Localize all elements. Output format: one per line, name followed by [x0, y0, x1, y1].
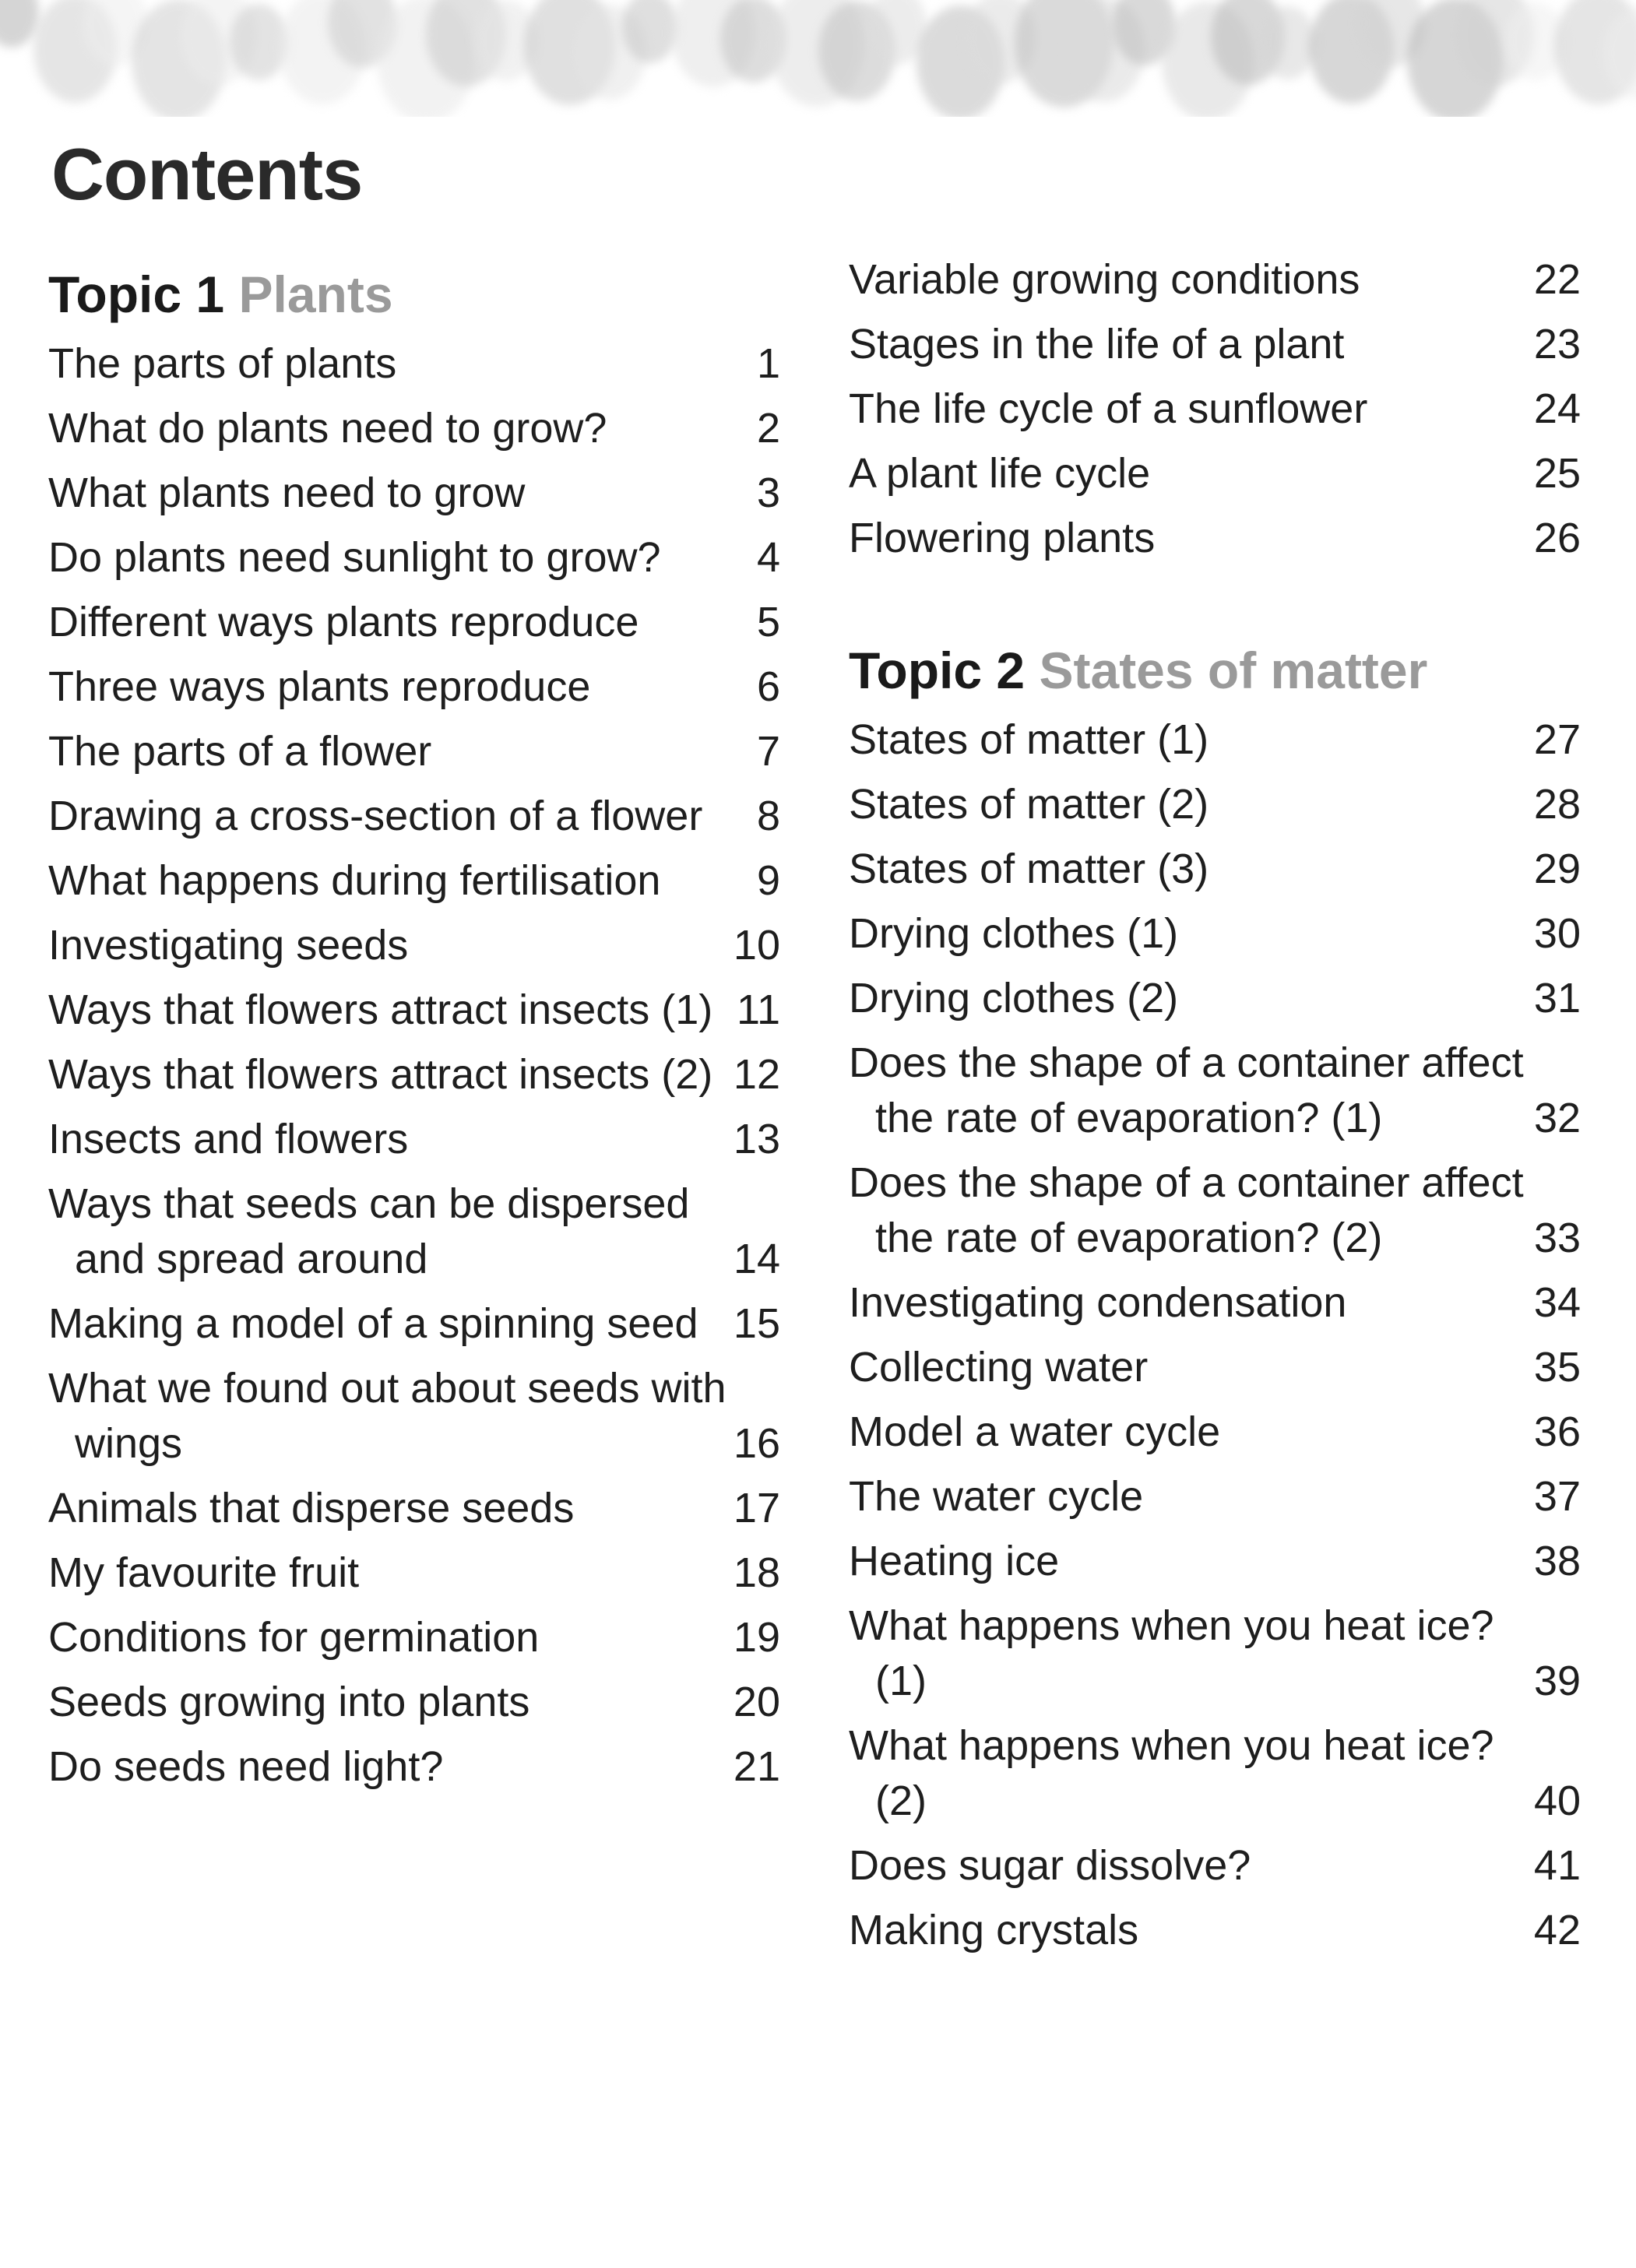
entry-page-number: 6 [756, 663, 780, 710]
contents-entry[interactable] [849, 1031, 1581, 1151]
contents-entry[interactable] [48, 1043, 780, 1107]
entry-title: Ways that flowers attract insects (2) [48, 1051, 713, 1098]
contents-entry[interactable] [849, 1714, 1581, 1834]
entry-title: The life cycle of a sunflower [849, 385, 1368, 432]
contents-entry[interactable] [48, 719, 780, 784]
entry-page-number: 14 [734, 1236, 781, 1282]
page-title: Contents [51, 133, 363, 215]
entry-page-number: 22 [1533, 256, 1581, 303]
entry-title: Stages in the life of a plant [849, 321, 1345, 367]
entry-page-number: 7 [756, 728, 780, 775]
entry-title: States of matter (3) [849, 846, 1209, 892]
contents-entry[interactable] [48, 1476, 780, 1541]
entry-title: Heating ice [849, 1538, 1060, 1584]
entry-title: Investigating condensation [849, 1279, 1347, 1326]
contents-entry[interactable] [849, 1335, 1581, 1400]
bokeh-circle [622, 0, 677, 63]
entry-title: Ways that flowers attract insects (1) [48, 986, 713, 1033]
entry-title: Making a model of a spinning seed [48, 1300, 698, 1347]
entry-page-number: 24 [1533, 385, 1581, 432]
contents-entry[interactable] [849, 1465, 1581, 1529]
contents-entry[interactable] [849, 837, 1581, 902]
entry-page-number: 19 [733, 1614, 780, 1661]
contents-column-left [48, 257, 780, 1799]
entry-title: Animals that disperse seeds [48, 1485, 575, 1531]
entry-page-number: 9 [756, 857, 780, 904]
topic-label: Topic 2 [849, 642, 1026, 699]
contents-entry[interactable] [849, 708, 1581, 772]
contents-entry[interactable] [48, 461, 780, 526]
contents-entry[interactable] [849, 966, 1581, 1031]
entry-title: States of matter (1) [849, 716, 1209, 763]
entry-page-number: 10 [733, 922, 780, 969]
entry-page-number: 3 [756, 469, 780, 516]
contents-entry[interactable] [48, 1107, 780, 1172]
contents-entry[interactable] [849, 1529, 1581, 1594]
entry-page-number: 36 [1533, 1408, 1581, 1455]
entry-title: Ways that seeds can be dispersed and spread around [48, 1180, 690, 1282]
entry-title: My favourite fruit [48, 1549, 360, 1596]
entry-page-number: 32 [1534, 1095, 1581, 1141]
entry-page-number: 35 [1533, 1344, 1581, 1391]
topic-name: Plants [238, 265, 393, 323]
entry-title: States of matter (2) [849, 781, 1209, 828]
entry-title: Model a water cycle [849, 1408, 1221, 1455]
entry-page-number: 29 [1533, 846, 1581, 892]
entry-title: Conditions for germination [48, 1614, 540, 1661]
entry-page-number: 37 [1533, 1473, 1581, 1520]
contents-entry[interactable] [48, 978, 780, 1043]
entry-page-number: 17 [733, 1485, 780, 1531]
contents-entry[interactable] [48, 913, 780, 978]
entry-title: What happens when you heat ice? (1) [849, 1602, 1494, 1704]
contents-entry[interactable] [849, 1151, 1581, 1271]
entry-page-number: 30 [1533, 910, 1581, 957]
entry-title: Variable growing conditions [849, 256, 1360, 303]
entry-title: Insects and flowers [48, 1116, 409, 1162]
contents-entry[interactable] [849, 248, 1581, 312]
contents-entry[interactable] [849, 312, 1581, 377]
entry-title: Does the shape of a container affect the rate of evaporation? (1) [849, 1039, 1524, 1141]
topic-2-heading [849, 633, 1581, 708]
entry-title: What do plants need to grow? [48, 405, 607, 452]
contents-entry[interactable] [849, 902, 1581, 966]
entry-page-number: 11 [736, 986, 780, 1033]
topic-label: Topic 1 [48, 265, 225, 323]
entry-title: Drying clothes (1) [849, 910, 1179, 957]
entry-page-number: 16 [734, 1420, 781, 1467]
contents-entry[interactable] [48, 1735, 780, 1799]
contents-entry[interactable] [48, 1670, 780, 1735]
topic-name: States of matter [1039, 642, 1428, 699]
contents-entry[interactable] [849, 1834, 1581, 1898]
entry-title: What plants need to grow [48, 469, 526, 516]
entry-page-number: 42 [1533, 1907, 1581, 1953]
entry-title: What happens during fertilisation [48, 857, 661, 904]
entry-page-number: 25 [1533, 450, 1581, 497]
entry-page-number: 28 [1533, 781, 1581, 828]
contents-entry[interactable] [48, 526, 780, 590]
contents-entry[interactable] [849, 1594, 1581, 1714]
contents-entry[interactable] [48, 396, 780, 461]
entry-page-number: 39 [1534, 1658, 1581, 1704]
contents-entry[interactable] [48, 784, 780, 849]
entry-title: Flowering plants [849, 515, 1156, 561]
entry-page-number: 40 [1534, 1777, 1581, 1824]
entry-title: Seeds growing into plants [48, 1679, 530, 1725]
contents-entry[interactable] [849, 1400, 1581, 1465]
entry-page-number: 1 [756, 340, 780, 387]
entry-page-number: 13 [733, 1116, 780, 1162]
entry-title: The parts of a flower [48, 728, 432, 775]
entry-page-number: 20 [733, 1679, 780, 1725]
contents-entry[interactable] [849, 377, 1581, 441]
entry-page-number: 41 [1533, 1842, 1581, 1889]
contents-entry[interactable] [849, 1271, 1581, 1335]
entry-page-number: 31 [1533, 975, 1581, 1021]
contents-entry[interactable] [48, 1292, 780, 1356]
contents-entry[interactable] [48, 332, 780, 396]
contents-entry[interactable] [48, 590, 780, 655]
entry-page-number: 18 [733, 1549, 780, 1596]
entry-title: The parts of plants [48, 340, 397, 387]
contents-entry[interactable] [48, 1356, 780, 1476]
contents-entry[interactable] [48, 655, 780, 719]
entry-page-number: 34 [1533, 1279, 1581, 1326]
entry-page-number: 8 [756, 793, 780, 839]
bokeh-circle [1260, 6, 1316, 79]
contents-entry[interactable] [48, 1605, 780, 1670]
bokeh-circle [0, 0, 39, 47]
entry-page-number: 38 [1533, 1538, 1581, 1584]
entry-title: Collecting water [849, 1344, 1149, 1391]
entry-page-number: 33 [1534, 1215, 1581, 1261]
entry-title: A plant life cycle [849, 450, 1151, 497]
contents-entry[interactable] [48, 1541, 780, 1605]
entry-page-number: 23 [1533, 321, 1581, 367]
topic-1-heading [48, 257, 780, 332]
entry-title: What happens when you heat ice? (2) [849, 1722, 1494, 1824]
entry-page-number: 26 [1533, 515, 1581, 561]
entry-title: Do plants need sunlight to grow? [48, 534, 661, 581]
entry-title: What we found out about seeds with wings [48, 1365, 727, 1467]
contents-entry[interactable] [849, 772, 1581, 837]
contents-entry[interactable] [48, 1172, 780, 1292]
decorative-bokeh-banner [0, 0, 1636, 117]
contents-entry[interactable] [849, 441, 1581, 506]
entry-title: Three ways plants reproduce [48, 663, 591, 710]
entry-title: Does sugar dissolve? [849, 1842, 1251, 1889]
entry-page-number: 21 [733, 1743, 780, 1790]
entry-page-number: 5 [756, 599, 780, 645]
entry-page-number: 12 [733, 1051, 780, 1098]
entry-title: Drying clothes (2) [849, 975, 1179, 1021]
entry-title: Does the shape of a container affect the rate of evaporation? (2) [849, 1159, 1524, 1261]
entry-page-number: 2 [756, 405, 780, 452]
entry-title: Do seeds need light? [48, 1743, 444, 1790]
contents-column-right [849, 248, 1581, 1963]
entry-page-number: 4 [756, 534, 780, 581]
contents-entry[interactable] [48, 849, 780, 913]
entry-title: The water cycle [849, 1473, 1144, 1520]
contents-entry[interactable] [849, 506, 1581, 571]
entry-page-number: 15 [733, 1300, 780, 1347]
entry-title: Drawing a cross-section of a flower [48, 793, 703, 839]
entry-page-number: 27 [1533, 716, 1581, 763]
entry-title: Investigating seeds [48, 922, 409, 969]
entry-title: Making crystals [849, 1907, 1139, 1953]
entry-title: Different ways plants reproduce [48, 599, 639, 645]
contents-entry[interactable] [849, 1898, 1581, 1963]
